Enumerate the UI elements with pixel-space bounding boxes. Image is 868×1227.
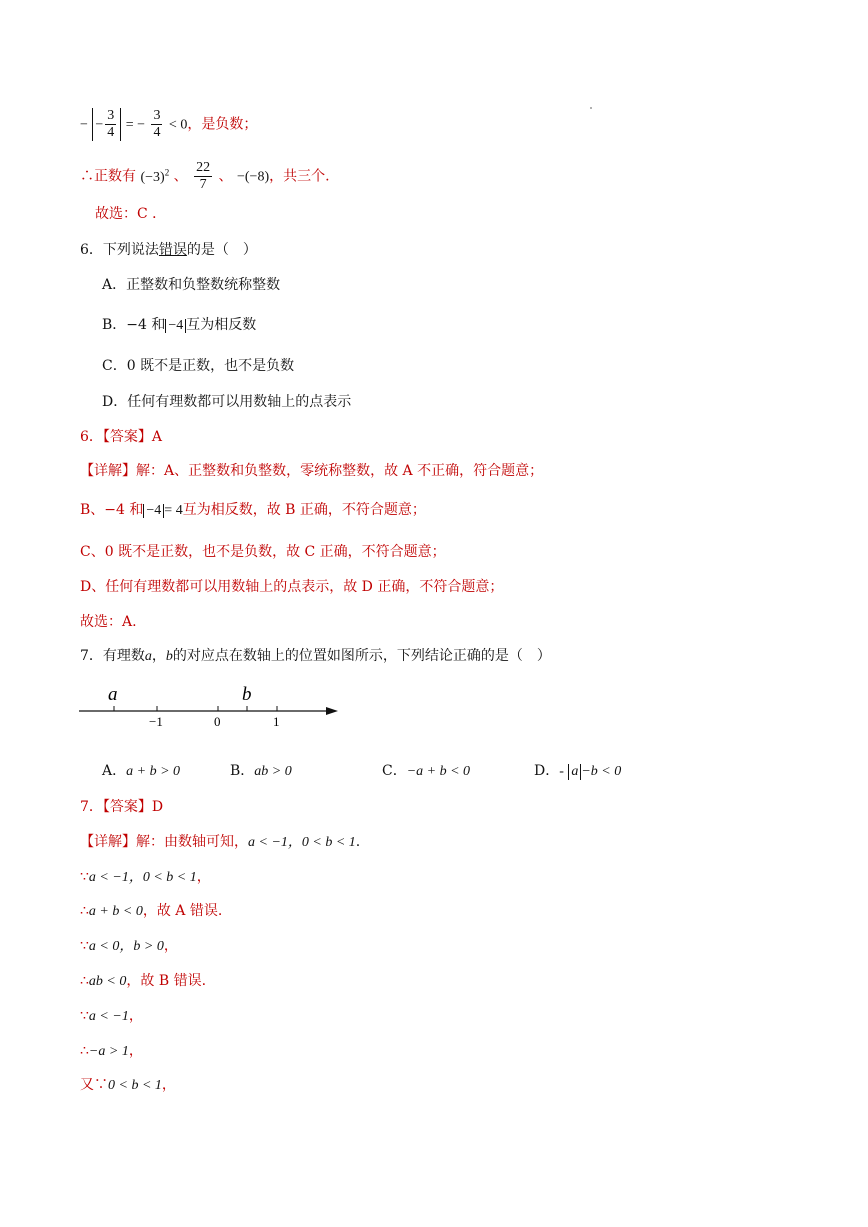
q7-optd-abs: a: [568, 764, 581, 780]
answer-7-line-2: [80, 904, 222, 919]
sep2: 、: [218, 168, 233, 185]
q7-optc-label: C．: [382, 763, 407, 779]
a7-l4-math: ab < 0: [88, 974, 127, 989]
question-7-option-b: [230, 760, 292, 780]
q7-opta-label: A．: [102, 763, 127, 779]
question-7-option-c: [382, 760, 470, 780]
minus-sign: −: [80, 117, 88, 133]
a6-lineb-eq: = 4: [164, 503, 183, 518]
a7-l6-end: ，: [128, 1043, 143, 1059]
q7-optd-label: D．: [534, 763, 560, 779]
positives-suffix: ，共三个.: [269, 168, 330, 185]
q7-optc-math: −a + b < 0: [406, 764, 471, 779]
answer-6-title: 6．【答案】A: [80, 429, 163, 445]
a7-l7-end: ，: [161, 1077, 176, 1093]
frac2-num: 3: [151, 108, 162, 125]
answer-7-line-6: [80, 1044, 143, 1059]
because-symbol: ∵: [80, 1008, 89, 1024]
fraction-3-4-b: [151, 108, 162, 141]
q6-stem-underlined: 错误: [158, 242, 187, 258]
solution-choice-c: 故选：C ．: [95, 206, 167, 222]
sep1: 、: [173, 168, 188, 185]
solution-line-neg-abs: [80, 108, 257, 141]
therefore-symbol: ∴: [80, 973, 89, 989]
power-base: (−3): [140, 169, 165, 185]
answer-7-line-5: [80, 1009, 143, 1024]
a7-l2-end: ，故 A 错误.: [142, 903, 223, 919]
a7-l4-end: ，故 B 错误.: [126, 973, 207, 989]
tick-label-1: 1: [273, 714, 280, 729]
a7-l5-end: ，: [128, 1008, 143, 1024]
solution-line-positives: [80, 160, 330, 193]
a6-lineb-abs: −4: [143, 504, 164, 518]
question-7-stem: [80, 649, 551, 664]
frac-7: 7: [199, 177, 207, 193]
q7-optd-pre: -: [559, 764, 564, 779]
answer-7-detail: [80, 835, 360, 850]
question-6-option-d: D．任何有理数都可以用数轴上的点表示: [102, 394, 352, 410]
power-exp: 2: [164, 166, 170, 177]
q6-stem-pre: 6．下列说法: [80, 242, 159, 258]
q7-optb-math: ab > 0: [254, 764, 292, 779]
a7-l3-math: a < 0，b > 0: [88, 939, 164, 954]
answer-7-line-4: [80, 974, 206, 989]
a7-l7-math: 0 < b < 1: [108, 1078, 162, 1093]
positives-prefix: ∴正数有: [80, 168, 136, 185]
stray-dot: [590, 107, 592, 109]
fraction-22-7: [194, 160, 212, 193]
question-6-option-b: [102, 318, 256, 333]
arrow-right-icon: [326, 707, 338, 715]
a6-lineb-pre: B、−4 和: [80, 502, 144, 518]
a7-l1-math: a < −1，0 < b < 1: [88, 870, 197, 885]
q7-opta-math: a + b > 0: [126, 764, 181, 779]
question-6-option-c: C．0 既不是正数，也不是负数: [102, 358, 295, 374]
a6-lineb-post: 互为相反数，故 B 正确，不符合题意；: [182, 502, 426, 518]
q7-stem-pre: 7．有理数: [80, 648, 145, 664]
answer-6-detail: 【详解】解：A、正整数和负整数，零统称整数，故 A 不正确，符合题意；: [80, 463, 544, 479]
number-line-figure: [76, 682, 346, 730]
question-7-option-d: [534, 760, 621, 780]
a7-l3-end: ，: [163, 938, 178, 954]
answer-6-line-d: D、任何有理数都可以用数轴上的点表示，故 D 正确，不符合题意；: [80, 579, 504, 595]
therefore-symbol: ∴: [80, 903, 89, 919]
answer-7-line-3: [80, 939, 178, 954]
frac-num: 3: [105, 108, 116, 125]
question-7-option-a: [102, 760, 180, 780]
question-6-stem: [80, 243, 257, 257]
because-symbol: ∵: [80, 938, 89, 954]
q6-optb-pre: B．−4 和: [102, 317, 166, 333]
a7-detail-pre: 【详解】解：由数轴可知，: [80, 834, 248, 850]
a7-l1-end: ，: [196, 869, 211, 885]
q6-optb-post: 互为相反数: [186, 317, 257, 333]
q7-var-a: a: [144, 649, 152, 664]
label-b: b: [242, 684, 252, 705]
answer-6-choice: 故选：A.: [80, 614, 137, 630]
frac-22: 22: [194, 160, 212, 177]
question-6-option-a: A．正整数和负整数统称整数: [102, 277, 281, 293]
a7-detail-end: .: [355, 834, 361, 850]
a7-detail-math: a < −1，0 < b < 1: [248, 835, 356, 850]
a7-l6-math: −a > 1: [88, 1044, 129, 1059]
answer-7-line-7: [80, 1078, 176, 1093]
abs-value-frac: − $\frac{3}{4}$: [92, 108, 121, 141]
tick-label-0: 0: [214, 714, 221, 729]
q7-optb-label: B．: [230, 763, 255, 779]
frac-den: 4: [107, 125, 115, 141]
answer-6-line-c: C、0 既不是正数，也不是负数，故 C 正确，不符合题意；: [80, 544, 446, 560]
comment-negative: ，是负数；: [187, 116, 258, 133]
q7-var-b: b: [165, 649, 173, 664]
fraction-3-4: [105, 108, 116, 141]
answer-7-title: 7．【答案】D: [80, 799, 164, 815]
because-symbol: ∵: [80, 869, 89, 885]
tick-label-neg1: −1: [149, 714, 163, 729]
power-term: [140, 166, 170, 185]
less-than-zero: < 0: [168, 117, 188, 133]
also-because-symbol: 又∵: [80, 1077, 108, 1093]
q7-comma: ，: [151, 648, 166, 664]
q7-optd-post: −b < 0: [581, 764, 622, 779]
frac2-den: 4: [153, 125, 161, 141]
q6-optb-abs: −4: [165, 319, 186, 333]
equals-neg: = −: [125, 117, 146, 133]
q7-stem-post: 的对应点在数轴上的位置如图所示，下列结论正确的是（ ）: [172, 648, 551, 664]
neg-neg-eight: −(−8): [237, 169, 270, 185]
a7-l5-math: a < −1: [88, 1009, 129, 1024]
label-a: a: [108, 684, 118, 705]
answer-6-line-b: [80, 503, 426, 518]
q6-stem-post: 的是（ ）: [186, 242, 257, 258]
answer-7-line-1: [80, 870, 211, 885]
therefore-symbol: ∴: [80, 1043, 89, 1059]
a7-l2-math: a + b < 0: [88, 904, 143, 919]
